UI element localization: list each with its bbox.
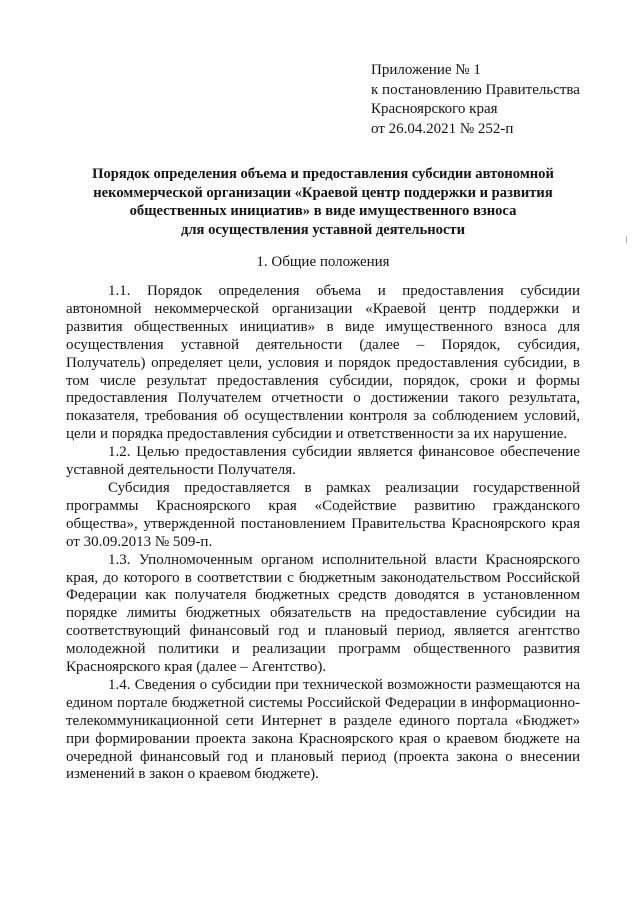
title-line: общественных инициатив» в виде имущественного взноса [129,203,517,219]
title-line: некоммерческой организации «Краевой центр поддержки и развития [93,184,553,201]
paragraph-1-2: 1.2. Целью предоставления субсидии является финансовое обеспечение уставной деятельности Получателя. [66,444,580,479]
document-body [66,283,580,784]
paragraph-subsidy-program: Субсидия предоставляется в рамках реализации государственной программы Красноярского края «Содействие развитию гражданского общества», утвержденной постановлением Правительства Красноярского края от 30.09.2013 № 509-п. [66,479,580,550]
title-line: для осуществления уставной деятельности [180,221,465,238]
paragraph-1-1: 1.1. Порядок определения объема и предоставления субсидии автономной некоммерческой организации «Краевой центр поддержки и развития общественных инициатив» в виде имущественного взноса для осуществления уставной деятельности (далее – Порядок, субсидия, Получатель) определяет цели, условия и порядок предоставления субсидии, в том числе результат предоставления субсидии, порядок, сроки и формы предоставления Получателем отчетности о достижении такого результата, показателя, требования об осуществлении контроля за соблюдением условий, цели и порядка предоставления субсидии и ответственности за их нарушение. [66,283,580,443]
appendix-note [371,61,621,139]
document-title [66,165,580,239]
scan-edge-mark [626,236,627,243]
paragraph-1-4: 1.4. Сведения о субсидии при технической возможности размещаются на едином портале бюджетной системы Российской Федерации в информационно-телекоммуникационной сети Интернет в разделе единого портала «Бюджет» при формировании проекта закона Красноярского края о краевом бюджете на очередной финансовый год и плановый период (проекта закона о внесении изменений в закон о краевом бюджете). [66,676,580,783]
appendix-line: к постановлению Правительства [371,81,580,98]
section-heading: 1. Общие положения [256,254,390,270]
appendix-line: от 26.04.2021 № 252-п [371,120,514,137]
paragraph-1-3: 1.3. Уполномоченным органом исполнительной власти Красноярского края, до которого в соответствии с бюджетным законодательством Российской Федерации как получателя бюджетных средств доводятся в установленном порядке лимиты бюджетных обязательств на предоставление субсидии на соответствующий финансовый год и плановый период, является агентство молодежной политики и реализации программ общественного развития Красноярского края (далее – Агентство). [66,551,580,676]
appendix-line: Красноярского края [371,101,498,117]
appendix-line: Приложение № 1 [371,62,481,78]
title-line: Порядок определения объема и предоставления субсидии автономной [92,166,554,182]
